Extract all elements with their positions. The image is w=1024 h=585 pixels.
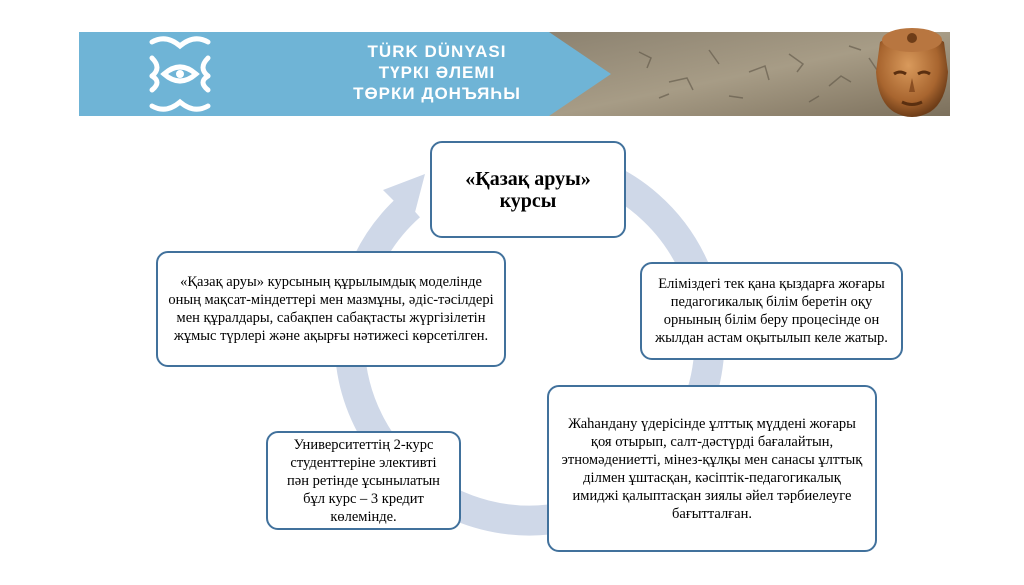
node-history xyxy=(640,262,903,360)
banner-title-line-1: TÜRK DÜNYASI xyxy=(367,42,507,61)
node-aim-text: Жаһандану үдерісінде ұлттық мүддені жоғары қоя отырып, салт-дәстүрді бағалайтын, этномәдениетті, мінез-құлқы мен санасы ұлттық ділмен ұштасқан, кәсіптік-педагогикалық имиджі қалыптасқан зиялы әйел тәрбиелеуге бағытталған. xyxy=(561,415,863,522)
node-history-text: Еліміздегі тек қана қыздарға жоғары педагогикалық білім беретін оқу орнының білім беру процесінде он жылдан астам оқытылып келе жатыр. xyxy=(655,276,888,346)
node-model xyxy=(156,251,506,367)
banner-title-line-2: ТҮРКІ ӘЛЕМІ xyxy=(378,63,496,82)
banner-title-line-3: ТӨРКИ ДОНЪЯҺЫ xyxy=(353,84,521,103)
node-credits xyxy=(266,431,461,530)
node-aim xyxy=(547,385,877,552)
node-model-text: «Қазақ аруы» курсының құрылымдық моделінде оның мақсат-міндеттері мен мазмұны, әдіс-тәсілдері мен құралдары, сабақпен сабақтасты жүргізілетін жұмыс түрлері және ақырғы нәтижесі көрсетілген. xyxy=(168,274,494,344)
node-credits-text: Университеттің 2-курс студенттеріне элективті пән ретінде ұсынылатын бұл курс – 3 кредит көлемінде. xyxy=(287,436,440,525)
node-course-title-text: «Қазақ аруы» курсы xyxy=(465,167,591,212)
node-course-title xyxy=(430,141,626,238)
